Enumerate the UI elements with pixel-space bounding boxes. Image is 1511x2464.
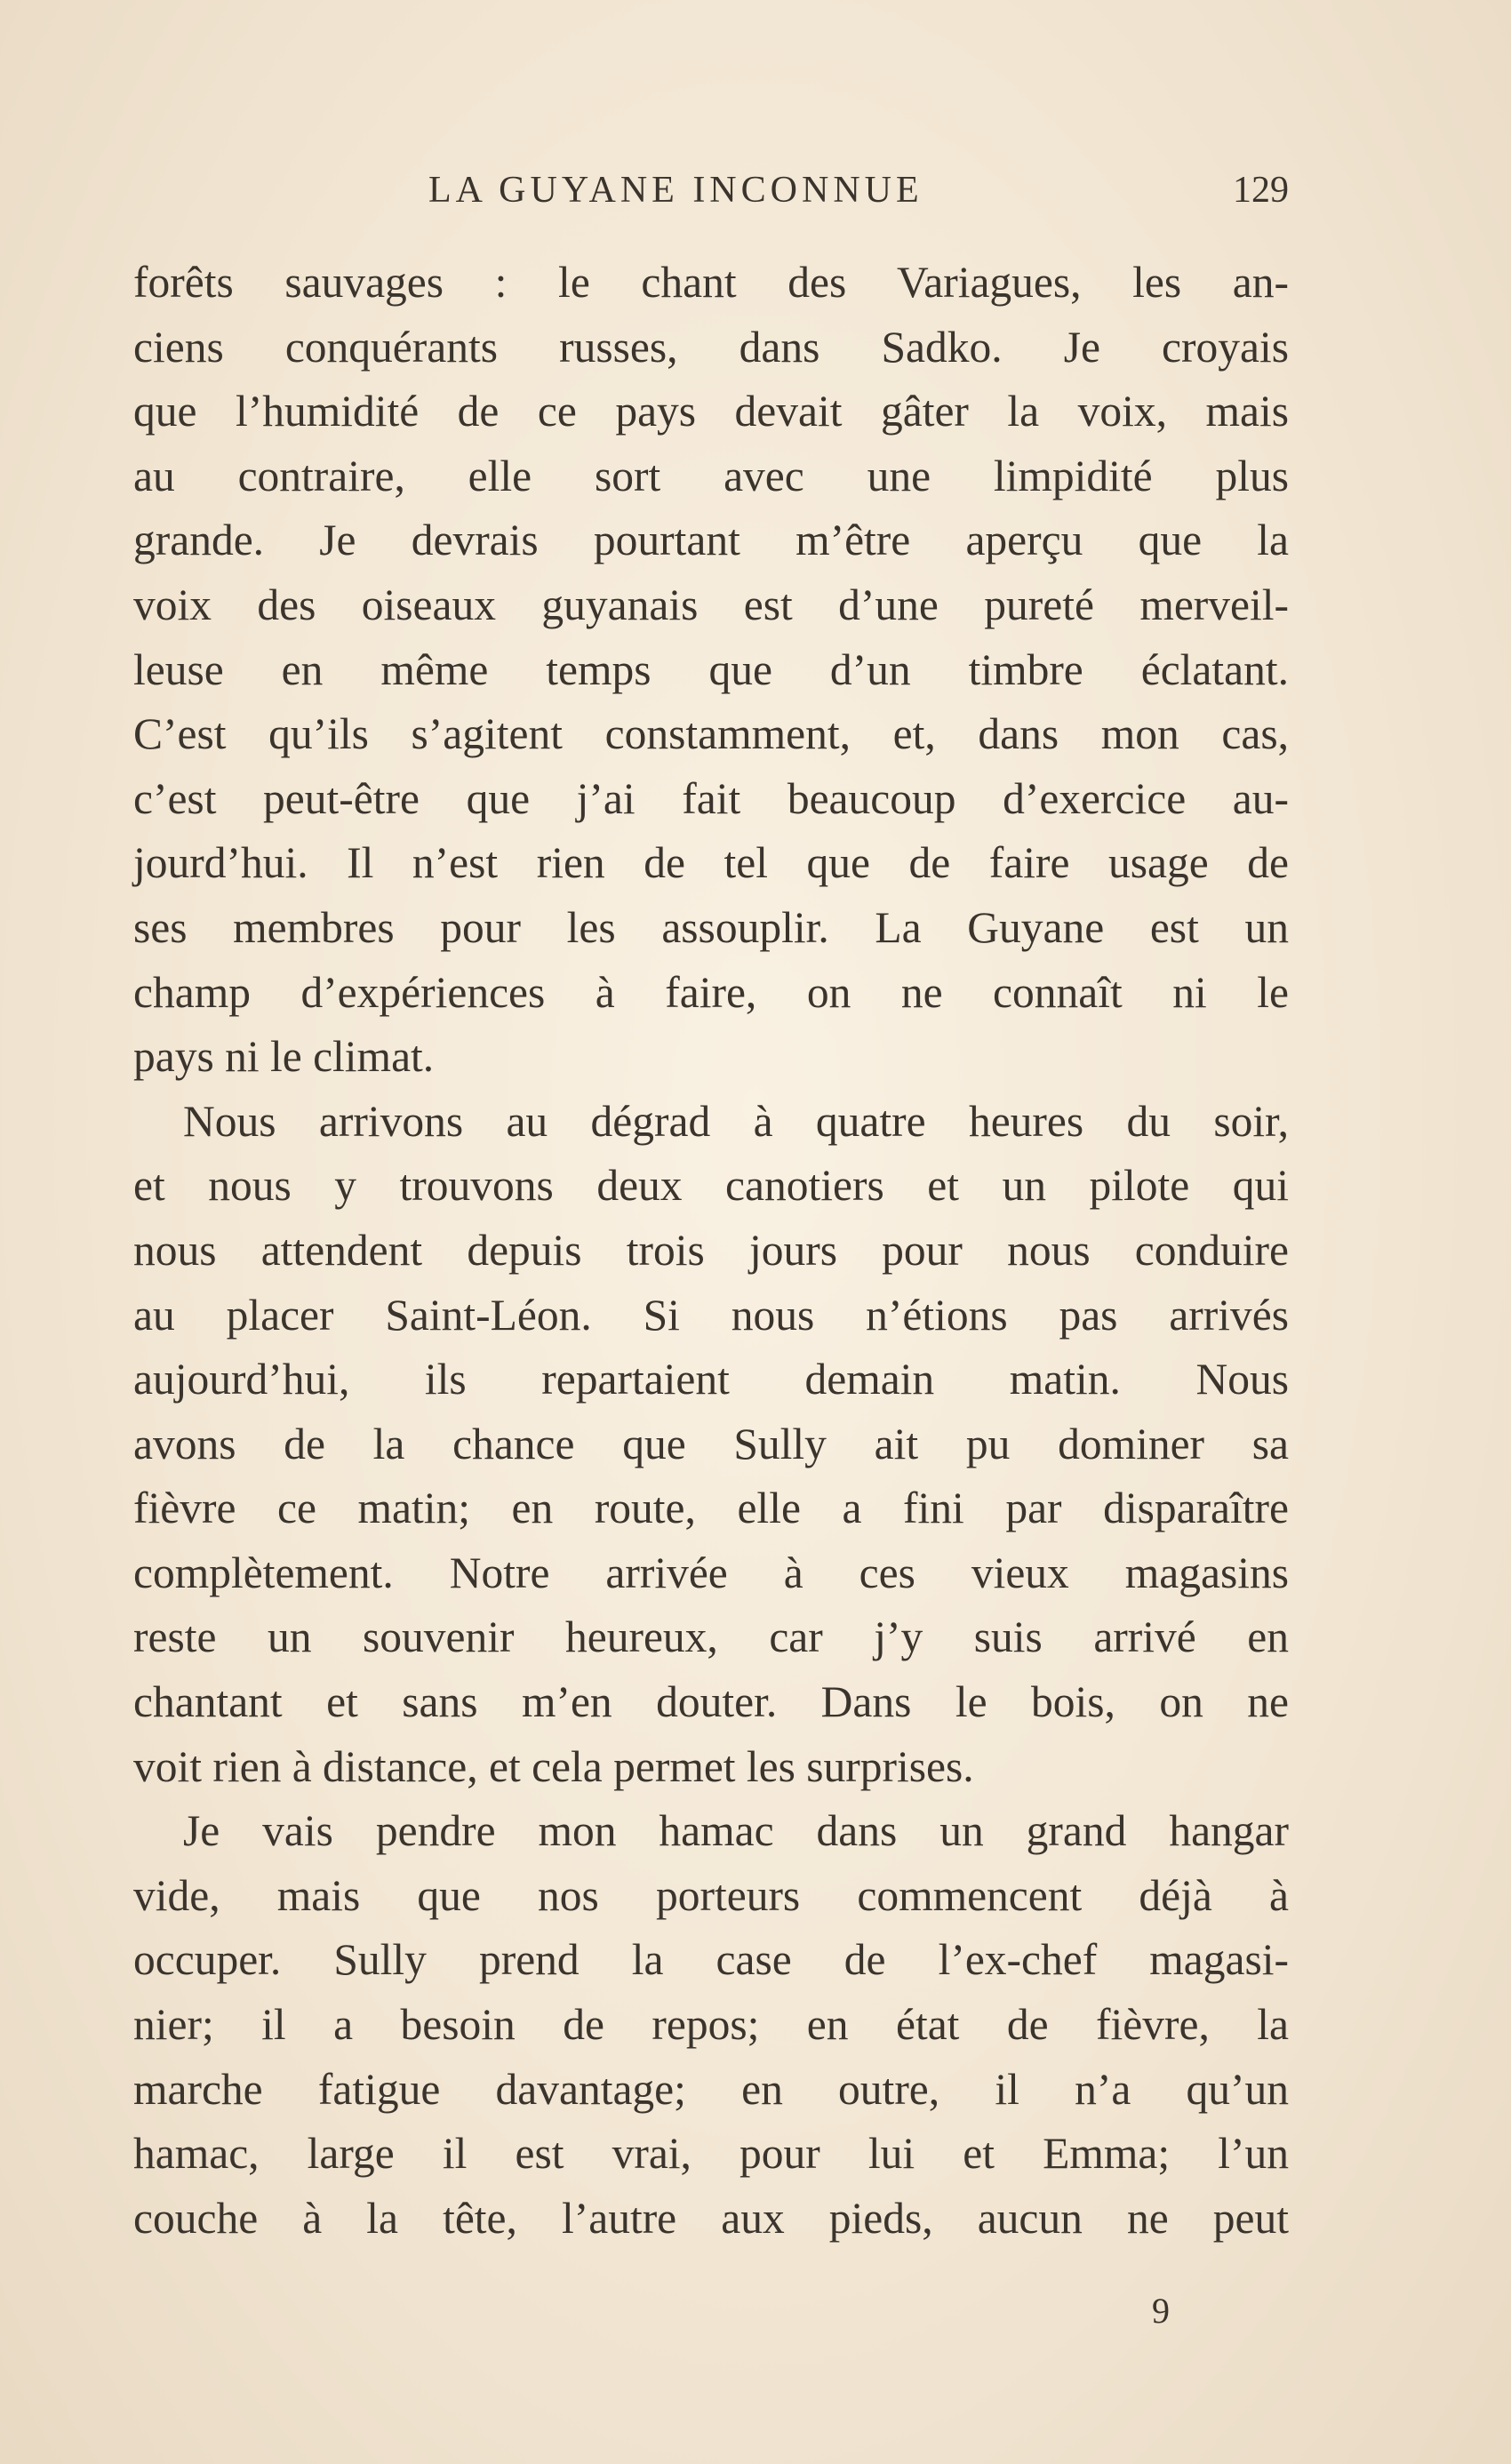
text-line: hamac, large il est vrai, pour lui et Emma; l’un [133, 2129, 1289, 2179]
text-line: forêts sauvages : le chant des Variagues, les an- [133, 258, 1289, 307]
text-line: ciens conquérants russes, dans Sadko. Je croyais [133, 322, 1289, 372]
text-line: couche à la tête, l’autre aux pieds, aucun ne peut [133, 2193, 1289, 2243]
text-line: pays ni le climat. [133, 1032, 435, 1082]
running-head [133, 169, 1289, 222]
signature-mark: 9 [1152, 2291, 1170, 2331]
text-line: aujourd’hui, ils repartaient demain matin. Nous [133, 1355, 1289, 1404]
text-line: leuse en même temps que d’un timbre éclatant. [133, 644, 1289, 694]
page-number: 129 [1233, 170, 1289, 211]
paragraph-3 [133, 1799, 1289, 2251]
text-line: grande. Je devrais pourtant m’être aperçu que la [133, 516, 1289, 565]
text-line: ses membres pour les assouplir. La Guyane est un [133, 902, 1289, 952]
text-line: jourd’hui. Il n’est rien de tel que de faire usage de [133, 838, 1289, 888]
text-line: reste un souvenir heureux, car j’y suis arrivé en [133, 1612, 1289, 1662]
text-line: c’est peut-être que j’ai fait beaucoup d’exercice au- [133, 773, 1289, 823]
paragraph-2 [133, 1090, 1289, 1800]
text-line: complètement. Notre arrivée à ces vieux magasins [133, 1548, 1289, 1597]
text-line: marche fatigue davantage; en outre, il n’a qu’un [133, 2064, 1289, 2114]
running-title: LA GUYANE INCONNUE [428, 170, 923, 211]
text-line: vide, mais que nos porteurs commencent déjà à [133, 1870, 1289, 1920]
text-line: Nous arrivons au dégrad à quatre heures du soir, [183, 1096, 1289, 1146]
text-line: au contraire, elle sort avec une limpidité plus [133, 451, 1289, 500]
text-line: et nous y trouvons deux canotiers et un pilote qui [133, 1161, 1289, 1211]
text-line: que l’humidité de ce pays devait gâter la voix, mais [133, 387, 1289, 436]
text-line: C’est qu’ils s’agitent constamment, et, dans mon cas, [133, 709, 1289, 759]
text-line: chantant et sans m’en douter. Dans le bois, on ne [133, 1677, 1289, 1727]
text-line: voix des oiseaux guyanais est d’une pureté merveil- [133, 580, 1289, 629]
text-line: nous attendent depuis trois jours pour nous conduire [133, 1225, 1289, 1275]
text-line: champ d’expériences à faire, on ne connaît ni le [133, 967, 1289, 1017]
text-line: Je vais pendre mon hamac dans un grand hangar [183, 1806, 1289, 1856]
text-line: voit rien à distance, et cela permet les surprises. [133, 1741, 974, 1791]
text-line: nier; il a besoin de repos; en état de fièvre, la [133, 2000, 1289, 2050]
paragraph-1 [133, 251, 1289, 1090]
text-line: occuper. Sully prend la case de l’ex-chef magasi- [133, 1935, 1289, 1985]
body-text [133, 251, 1289, 2251]
text-line: au placer Saint-Léon. Si nous n’étions pas arrivés [133, 1290, 1289, 1340]
text-line: fièvre ce matin; en route, elle a fini par disparaître [133, 1484, 1289, 1533]
text-line: avons de la chance que Sully ait pu dominer sa [133, 1419, 1289, 1468]
